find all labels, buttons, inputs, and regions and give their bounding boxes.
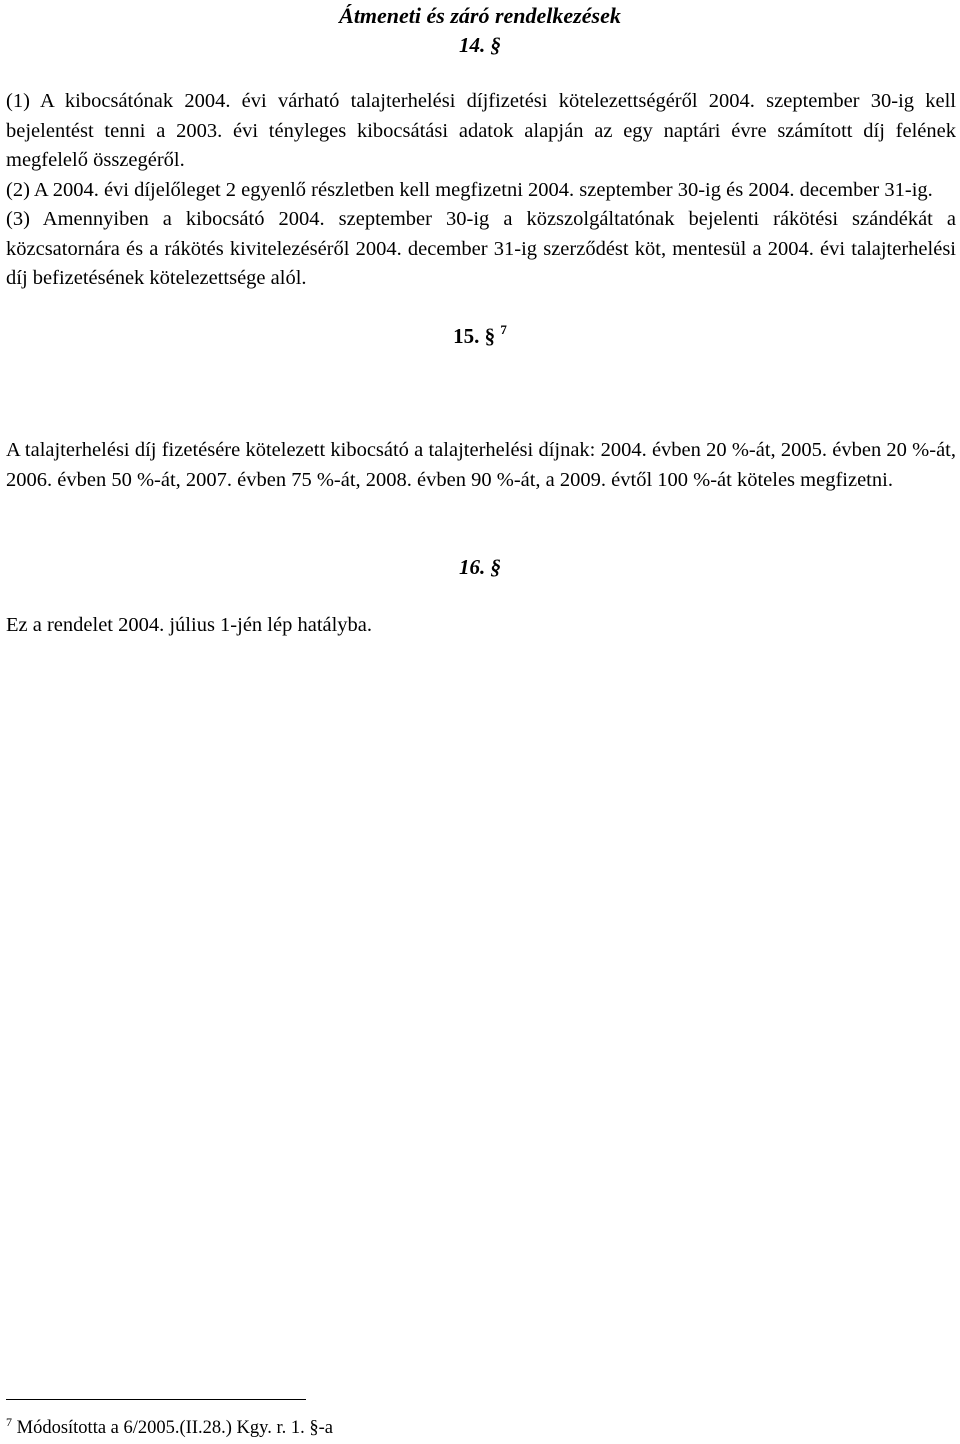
section-14-body: [6, 87, 956, 294]
paragraph-15: A talajterhelési díj fizetésére kötelezett kibocsátó a talajterhelési díjnak: 2004. évben 20 %-át, 2005. évben 20 %-át, 2006. évben 50 %-át, 2007. évben 75 %-át, 2008. évben 90 %-át, a 2009. évtől 100 %-át köteles megfizetni.: [6, 439, 956, 491]
section-number: 14.: [459, 33, 486, 57]
paragraph-sign: §: [484, 324, 496, 348]
chapter-title: Átmeneti és záró rendelkezések: [339, 3, 621, 28]
footnote-separator: [6, 1399, 306, 1400]
paragraph-14-3: (3) Amennyiben a kibocsátó 2004. szeptember 30-ig a közszolgáltatónak bejelenti rákötési szándékát a közcsatornára és a rákötés kivitelezéséről 2004. december 31-ig szerződést köt, mentesül a 2004. évi talajterhelési díj befizetésének kötelezettsége alól.: [6, 208, 956, 289]
footnote: [6, 1416, 333, 1440]
paragraph-sign: §: [490, 33, 501, 57]
footnote-text: Módosította a 6/2005.(II.28.) Kgy. r. 1. §-a: [12, 1418, 333, 1438]
section-number: 15.: [453, 324, 480, 348]
footnote-reference[interactable]: 7: [500, 322, 507, 337]
section-16-heading: [0, 553, 960, 581]
footnote-mark: 7: [6, 1415, 12, 1429]
section-16-body: [6, 611, 956, 641]
section-15-body: [6, 436, 956, 495]
paragraph-sign: §: [490, 555, 501, 579]
section-number: 16.: [459, 555, 486, 579]
paragraph-16: Ez a rendelet 2004. július 1-jén lép hatályba.: [6, 614, 373, 636]
section-15-heading: [0, 322, 960, 350]
paragraph-14-1: (1) A kibocsátónak 2004. évi várható talajterhelési díjfizetési kötelezettségéről 2004. szeptember 30-ig kell bejelentést tenni a 2003. évi tényleges kibocsátási adatok alapján az egy naptári évre számított díj felének megfelelő összegéről.: [6, 90, 956, 171]
section-14-heading: [0, 31, 960, 59]
paragraph-14-2: (2) A 2004. évi díjelőleget 2 egyenlő részletben kell megfizetni 2004. szeptember 30-ig és 2004. december 31-ig.: [6, 178, 933, 201]
